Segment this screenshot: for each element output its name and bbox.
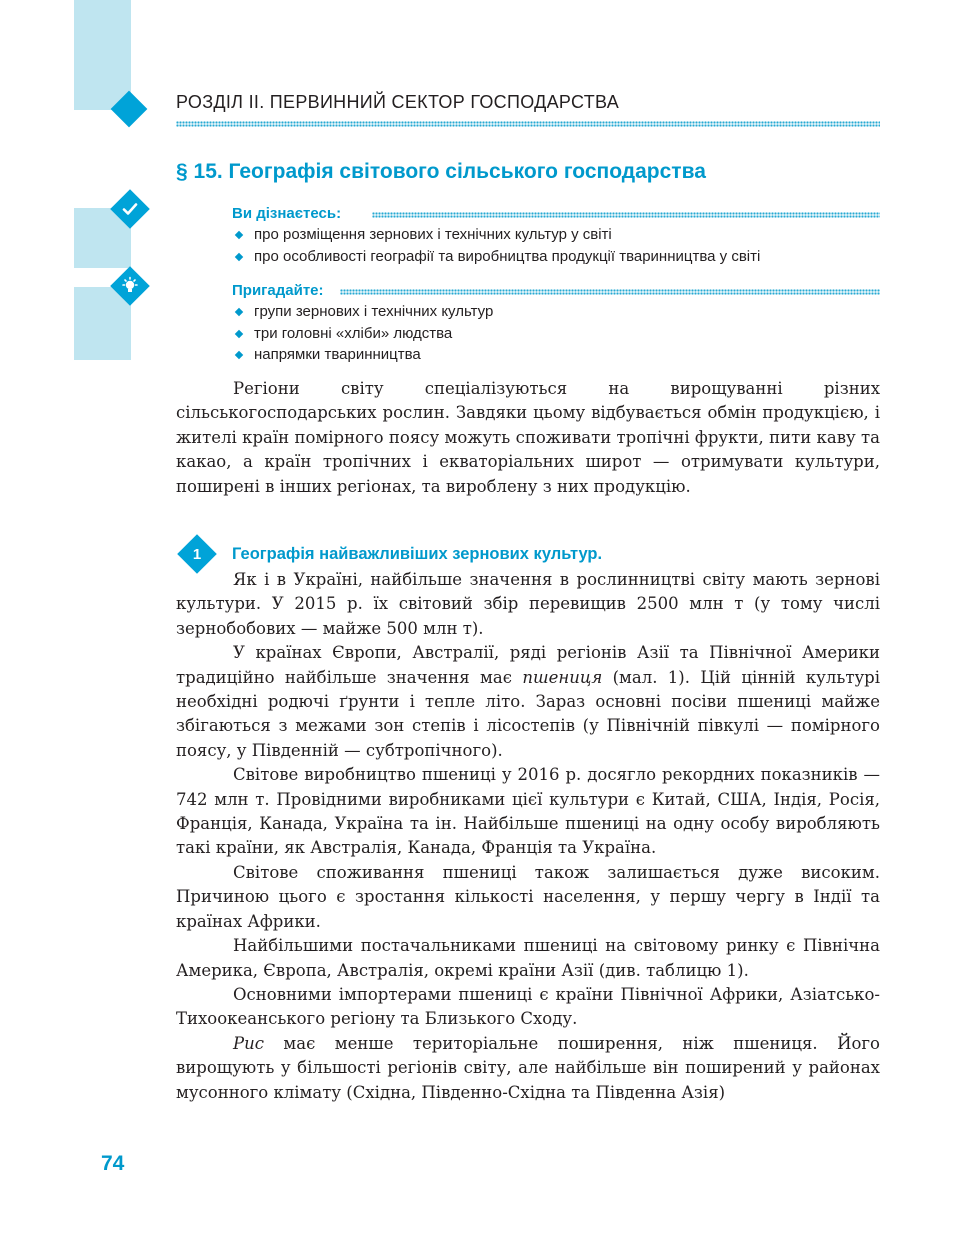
checkmark-icon <box>116 195 144 223</box>
paragraph: Світове виробництво пшениці у 2016 р. досягло рекордних показників — 742 млн т. Провідними виробниками цієї культури є Китай, США, Індія, Росія, Франція, Канада, Україна та ін. Найбільше пшениці на одну особу виробляють такі країни, як Австралія, Канада, Франція та Україна. <box>176 765 880 858</box>
learn-box-title: Ви дізнаєтесь: <box>232 205 342 222</box>
recall-list <box>232 301 493 366</box>
learn-diamond <box>110 189 150 229</box>
page-number: 74 <box>101 1152 125 1175</box>
paragraph: Основними імпортерами пшениці є країни Північної Африки, Азіатсько-Тихоокеанського регіону та Близького Сходу. <box>176 984 880 1029</box>
paragraph-title: § 15. Географія світового сільського господарства <box>176 160 706 183</box>
paragraph: Як і в Україні, найбільше значення в рослинництві світу мають зернові культури. У 2015 р. їх світовий збір перевищив 2500 млн т (у тому числі зернобобових — майже 500 млн т). <box>176 570 880 638</box>
bullet-icon <box>235 351 243 359</box>
list-item: групи зернових і технічних культур <box>232 301 493 323</box>
paragraph: У країнах Європи, Австралії, ряді регіонів Азії та Північної Америки традиційно найбільше значення має пшениця (мал. 1). Цій цінній культурі необхідні родючі ґрунти і тепле літо. Зараз основні посіви пшениці майже збігаються з межами зон степів і лісостепів (у Північній півкулі — помірного поясу, у Південній — субтропічного). <box>176 643 880 760</box>
list-item: напрямки тваринництва <box>232 344 493 366</box>
bullet-icon <box>235 329 243 337</box>
list-item: про особливості географії та виробництва продукції тваринництва у світі <box>232 246 760 268</box>
recall-box-title: Пригадайте: <box>232 282 324 299</box>
intro-paragraph: Регіони світу спеціалізуються на вирощуванні різних сільськогосподарських рослин. Завдяки цьому відбувається обмін продукцією, і жителі країн помірного поясу можуть споживати тропічні фрукти, пити каву та какао, а країн тропічних і екваторіальних широт — отримувати культури, поширені в інших регіонах, та вироблену з них продукцію. <box>176 379 880 496</box>
learn-dotted-line <box>372 212 880 218</box>
bullet-icon <box>235 231 243 239</box>
paragraph: Світове споживання пшениці також залишається дуже високим. Причиною цього є зростання кількості населення, у першу чергу в Індії та країнах Африки. <box>176 862 880 931</box>
bullet-icon <box>235 308 243 316</box>
subsection-title: Географія найважливіших зернових культур. <box>232 545 603 563</box>
main-text <box>176 568 880 1105</box>
bullet-icon <box>235 252 243 260</box>
subsection-number: 1 <box>192 545 202 563</box>
learn-list <box>232 224 760 267</box>
lightbulb-icon <box>116 272 144 300</box>
list-item: три головні «хліби» людства <box>232 323 493 345</box>
emphasis-term: Рис <box>233 1033 264 1053</box>
emphasis-term: пшениця <box>522 667 603 687</box>
paragraph: Рис має менше територіальне поширення, ніж пшениця. Його вирощують у більшості регіонів світу, але найбільше він поширений у районах мусонного клімату (Східна, Південно-Східна та Південна Азія) <box>176 1033 880 1102</box>
section-header: РОЗДІЛ ІІ. ПЕРВИННИЙ СЕКТОР ГОСПОДАРСТВА <box>176 92 620 112</box>
header-dotted-line <box>176 121 880 127</box>
intro-text <box>176 377 880 499</box>
recall-diamond <box>110 266 150 306</box>
paragraph: Найбільшими постачальниками пшениці на світовому ринку є Північна Америка, Європа, Австралія, окремі країни Азії (див. таблицю 1). <box>176 936 880 980</box>
recall-dotted-line <box>340 289 880 295</box>
top-left-bar <box>74 0 131 110</box>
list-item: про розміщення зернових і технічних культур у світі <box>232 224 760 246</box>
